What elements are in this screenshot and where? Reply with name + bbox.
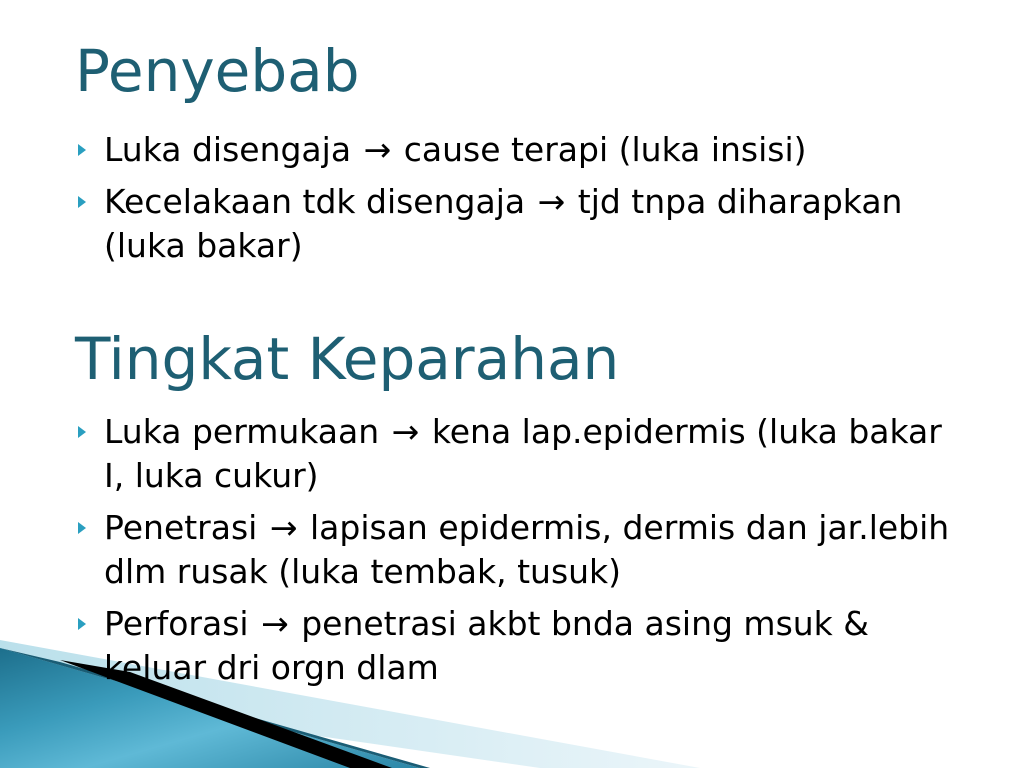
bullet-text-after: tjd tnpa diharapkan (luka bakar) bbox=[104, 182, 903, 265]
triangle-bullet-icon bbox=[77, 180, 91, 224]
bullet-text-before: Penetrasi bbox=[104, 508, 258, 547]
bullet-item bbox=[75, 180, 955, 268]
bullet-text-before: Kecelakaan tdk disengaja bbox=[104, 182, 526, 221]
bullet-text-before: Luka disengaja bbox=[104, 130, 352, 169]
bullet-list-tingkat-keparahan bbox=[75, 410, 955, 698]
bullet-text-after: cause terapi (luka insisi) bbox=[403, 130, 807, 169]
triangle-bullet-icon bbox=[77, 602, 91, 646]
arrow-icon: → bbox=[261, 604, 289, 643]
bullet-text-after: penetrasi akbt bnda asing msuk & keluar dri orgn dlam bbox=[104, 604, 870, 687]
triangle-bullet-icon bbox=[77, 410, 91, 454]
arrow-icon: → bbox=[391, 412, 420, 451]
bullet-text-after: kena lap.epidermis (luka bakar I, luka cukur) bbox=[104, 412, 942, 495]
bullet-item bbox=[75, 410, 955, 498]
arrow-icon: → bbox=[269, 508, 298, 547]
bullet-text-before: Perforasi bbox=[104, 604, 249, 643]
arrow-icon: → bbox=[363, 130, 392, 169]
heading-penyebab: Penyebab bbox=[75, 37, 360, 105]
arrow-icon: → bbox=[537, 182, 566, 221]
bullet-text-after: lapisan epidermis, dermis dan jar.lebih dlm rusak (luka tembak, tusuk) bbox=[104, 508, 950, 591]
bullet-item bbox=[75, 128, 955, 172]
bullet-text-before: Luka permukaan bbox=[104, 412, 380, 451]
bullet-list-penyebab bbox=[75, 128, 955, 276]
bullet-item bbox=[75, 506, 955, 594]
bullet-item bbox=[75, 602, 955, 690]
triangle-bullet-icon bbox=[77, 506, 91, 550]
heading-tingkat-keparahan: Tingkat Keparahan bbox=[75, 325, 620, 393]
triangle-bullet-icon bbox=[77, 128, 91, 172]
